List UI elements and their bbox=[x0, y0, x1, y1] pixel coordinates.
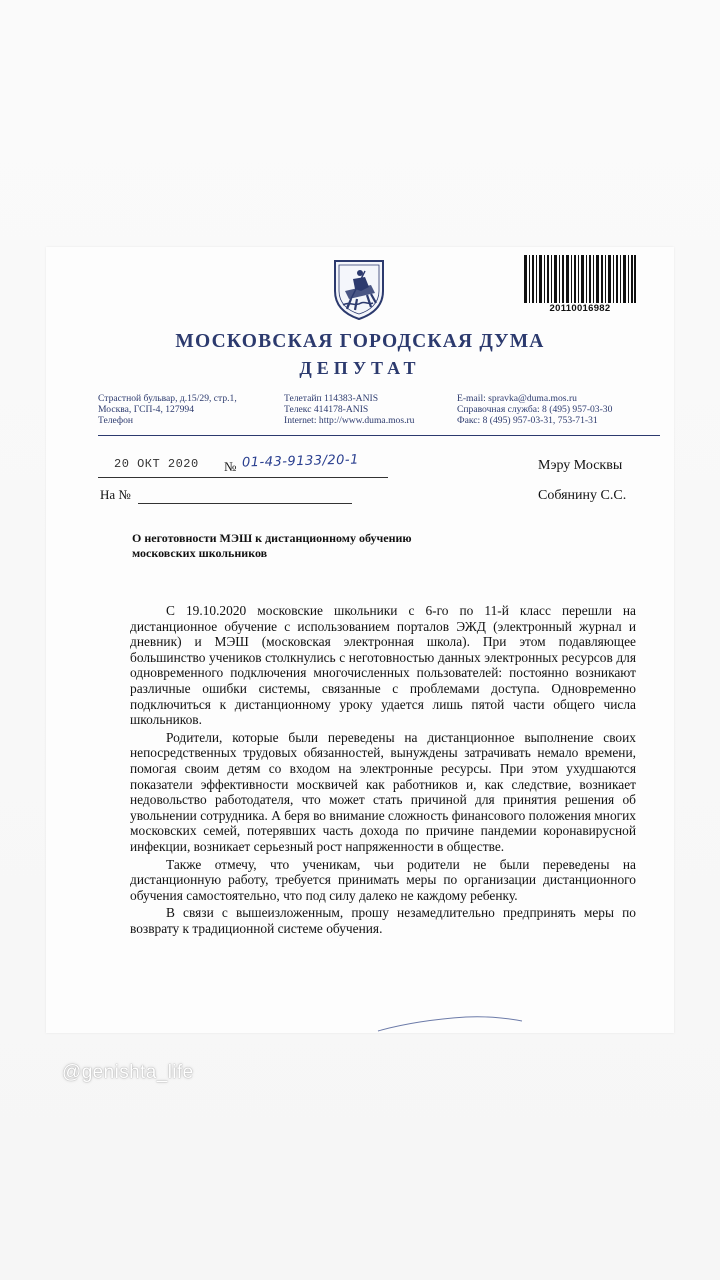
letter-body bbox=[130, 603, 636, 938]
body-paragraph: В связи с вышеизложенным, прошу незамедлительно предпринять меры по возврату к традиционной системе обучения. bbox=[130, 905, 636, 936]
barcode-icon bbox=[524, 255, 636, 303]
barcode-number: 20110016982 bbox=[549, 303, 611, 314]
addressee-name: Собянину С.С. bbox=[538, 488, 627, 503]
header-contact-line: Телетайп 114383-ANIS bbox=[284, 393, 379, 404]
header-email-line: Факс: 8 (495) 957-03-31, 753-71-31 bbox=[457, 415, 598, 426]
reply-number-underline bbox=[138, 503, 352, 504]
number-label: № bbox=[224, 459, 237, 474]
header-contact-line: Internet: http://www.duma.mos.ru bbox=[284, 415, 415, 426]
header-email-block bbox=[457, 393, 657, 426]
addressee-block bbox=[538, 451, 668, 511]
header-email-line: E-mail: spravka@duma.mos.ru bbox=[457, 393, 577, 404]
organization-name: МОСКОВСКАЯ ГОРОДСКАЯ ДУМА bbox=[175, 331, 545, 352]
letter-number: 01-43-9133/20-1 bbox=[241, 452, 360, 471]
moscow-coat-of-arms-icon bbox=[331, 257, 387, 321]
header-address-line: Страстной бульвар, д.15/29, стр.1, bbox=[98, 393, 237, 404]
letter-date: 20 ОКТ 2020 bbox=[114, 457, 199, 471]
header-contact-line: Телекс 414178-ANIS bbox=[284, 404, 369, 415]
header-address-line: Телефон bbox=[98, 415, 134, 426]
letter-sheet bbox=[46, 247, 674, 1033]
addressee-title: Мэру Москвы bbox=[538, 458, 623, 473]
date-underline bbox=[98, 477, 246, 478]
header-divider bbox=[98, 435, 660, 436]
sender-role: ДЕПУТАТ bbox=[299, 358, 421, 378]
reply-number-label: На № bbox=[100, 487, 131, 502]
body-paragraph: Родители, которые были переведены на дистанционное выполнение своих непосредственных трудовых обязанностей, вынуждены затрачивать немало времени, помогая своим детям со входом на электронные ресурсы. При этом ухудшаются показатели эффективности москвичей как работников и, как следствие, возникает недовольство работодателя, что может стать причиной для принятия решения об увольнении сотрудника. А беря во внимание сложность финансового положения многих московских семей, потерявших часть дохода по причине пандемии коронавирусной инфекции, возникает серьезный рост напряженности в обществе. bbox=[130, 729, 636, 854]
header-address-line: Москва, ГСП-4, 127994 bbox=[98, 404, 195, 415]
header-email-line: Справочная служба: 8 (495) 957-03-30 bbox=[457, 404, 613, 415]
letter-subject: О неготовности МЭШ к дистанционному обучению московских школьников bbox=[132, 531, 412, 560]
header-contacts-block bbox=[284, 393, 464, 426]
account-watermark: @genishta_life bbox=[62, 1062, 194, 1083]
body-paragraph: С 19.10.2020 московские школьники с 6-го по 11-й класс перешли на дистанционное обучение с использованием порталов ЭЖД (электронный журнал и дневник) и МЭШ (московская электронная школа). При этом подавляющее большинство учеников столкнулись с неготовностью данных электронных ресурсов для одновременного подключения многочисленных пользователей: постоянно возникают различные ошибки системы, связанные с проблемами доступа. Одновременно подключиться к дистанционному уроку удается лишь пятой части общего числа школьников. bbox=[130, 603, 636, 728]
body-paragraph: Также отмечу, что ученикам, чьи родители не были переведены на дистанционную работу, требуется принимать меры по организации дистанционного обучения самостоятельно, что под силу далеко не каждому ребенку. bbox=[130, 856, 636, 903]
header-address-block bbox=[98, 393, 268, 426]
signature-mark bbox=[376, 1013, 526, 1033]
number-underline bbox=[242, 477, 388, 478]
